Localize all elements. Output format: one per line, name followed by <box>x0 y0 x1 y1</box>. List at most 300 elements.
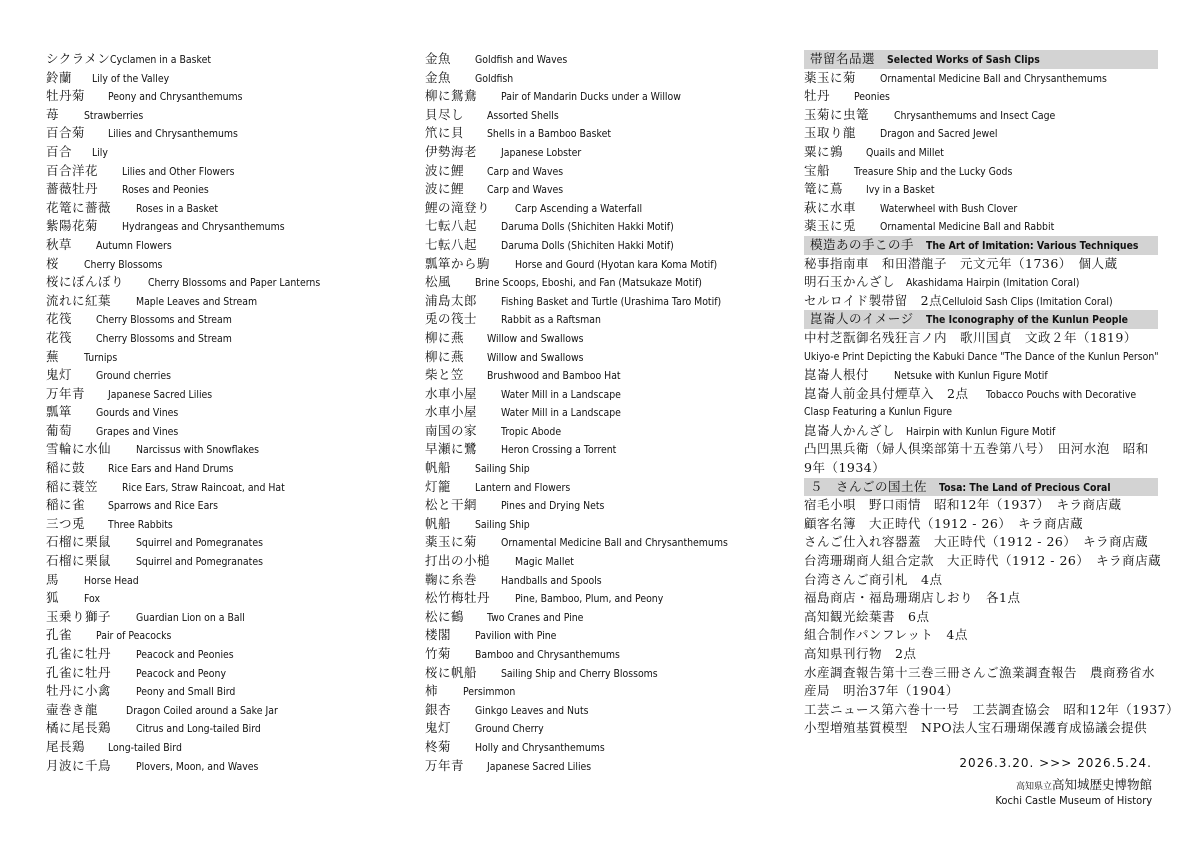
list-item <box>46 571 406 590</box>
section-title-en: The Iconography of the Kunlun People <box>925 314 1128 327</box>
list-item <box>425 757 795 776</box>
item-name-ja: 波に鯉 <box>425 181 465 197</box>
item-name-en: Hairpin with Kunlun Figure Motif <box>906 425 1056 438</box>
item-name-ja: 帆船 <box>425 515 452 531</box>
item-name-en: Ground cherries <box>96 370 171 383</box>
item-name-en: Treasure Ship and the Lucky Gods <box>854 165 1013 178</box>
section-title-ja: 帯留名品選 <box>810 51 876 66</box>
item-name-ja: 柳に鴛鴦 <box>425 88 478 104</box>
item-name-ja: 組合制作パンフレット 4点 <box>804 627 968 643</box>
item-name-en: Brine Scoops, Eboshi, and Fan (Matsukaze Motif) <box>475 277 702 290</box>
item-name-ja: 南国の家 <box>425 422 478 438</box>
item-name-en: Akashidama Hairpin (Imitation Coral) <box>906 277 1080 290</box>
list-item <box>425 571 795 590</box>
item-name-ja: 崑崙人根付 <box>804 367 870 383</box>
list-item <box>425 738 795 757</box>
item-name-ja: 馬 <box>46 571 60 587</box>
list-item <box>425 608 795 627</box>
list-item <box>425 719 795 738</box>
item-name-ja: 波に鯉 <box>425 162 465 178</box>
item-name-en: Cyclamen in a Basket <box>110 54 212 66</box>
list-item <box>425 255 795 274</box>
item-name-en: Three Rabbits <box>108 518 173 531</box>
item-name-ja: 水車小屋 <box>425 385 478 401</box>
item-name-ja: 9年（1934） <box>804 460 886 476</box>
list-item <box>425 366 795 385</box>
list-item <box>804 69 1158 88</box>
list-item <box>46 106 406 125</box>
item-name-ja: 孔雀に牡丹 <box>46 664 112 680</box>
item-name-en: Roses in a Basket <box>136 202 218 215</box>
item-name-ja: 台湾珊瑚商人組合定款 大正時代（1912 - 26） キラ商店蔵 <box>804 553 1162 569</box>
list-column-3 <box>804 50 1180 738</box>
list-item <box>804 273 1158 292</box>
list-item <box>46 682 406 701</box>
list-item <box>425 69 795 88</box>
exhibition-dates: 2026.3.20. >>> 2026.5.24. <box>959 756 1152 770</box>
item-name-en: Sailing Ship and Cherry Blossoms <box>501 667 658 680</box>
item-name-ja: 鈴蘭 <box>46 69 73 85</box>
item-name-ja: 顧客名簿 大正時代（1912 - 26） キラ商店蔵 <box>804 515 1084 531</box>
item-name-en: Tropic Abode <box>501 425 562 438</box>
list-item <box>46 199 406 218</box>
list-item <box>46 701 406 720</box>
list-item <box>425 682 795 701</box>
list-item <box>46 236 406 255</box>
list-item <box>804 255 1158 274</box>
item-name-ja: 狐 <box>46 590 60 606</box>
item-name-en: Willow and Swallows <box>487 351 584 364</box>
section-title-ja: 模造あの手この手 <box>810 236 915 252</box>
list-item <box>425 106 795 125</box>
item-name-ja: 兎の筏士 <box>425 311 478 327</box>
item-name-ja: 銀杏 <box>425 701 452 717</box>
item-name-en: Two Cranes and Pine <box>487 611 584 624</box>
list-item <box>425 589 795 608</box>
item-name-ja: 百合 <box>46 143 73 159</box>
item-name-ja: 石榴に栗鼠 <box>46 553 112 569</box>
list-item <box>804 217 1158 236</box>
list-item <box>804 124 1158 143</box>
list-item <box>804 645 1158 664</box>
item-name-en: Goldfish <box>475 72 514 85</box>
item-name-ja: 玉乗り獅子 <box>46 608 112 624</box>
item-name-en: Willow and Swallows <box>487 332 584 345</box>
list-item <box>46 626 406 645</box>
item-name-ja: さんご仕入れ容器蓋 大正時代（1912 - 26） キラ商店蔵 <box>804 534 1149 550</box>
list-item <box>804 162 1158 181</box>
item-name-ja: 柴と笠 <box>425 367 465 383</box>
item-name-ja: 中村芝翫御名残狂言ノ内 歌川国貞 文政２年（1819） <box>804 329 1137 345</box>
item-name-ja: 台湾さんご商引札 4点 <box>804 571 943 587</box>
item-name-ja: 篭に蔦 <box>804 181 844 197</box>
item-name-ja: 松風 <box>425 274 452 290</box>
list-item <box>804 199 1158 218</box>
item-name-en: Sailing Ship <box>475 518 530 531</box>
item-name-ja: 薬玉に兎 <box>804 218 857 234</box>
list-item <box>425 626 795 645</box>
list-item <box>46 645 406 664</box>
list-item <box>425 162 795 181</box>
item-name-en: Pair of Peacocks <box>96 630 172 643</box>
list-item <box>804 87 1158 106</box>
list-item <box>46 180 406 199</box>
list-item <box>804 459 1158 478</box>
item-name-en: Squirrel and Pomegranates <box>136 556 263 569</box>
list-item <box>46 310 406 329</box>
item-name-en: Japanese Sacred Lilies <box>108 388 213 401</box>
list-item <box>46 608 406 627</box>
list-item <box>425 515 795 534</box>
list-item <box>425 217 795 236</box>
list-item <box>46 329 406 348</box>
item-name-ja: 稲に雀 <box>46 497 86 513</box>
item-name-ja: 苺 <box>46 106 60 122</box>
item-name-ja: 薬玉に菊 <box>425 534 478 550</box>
item-name-ja: 粟に鶉 <box>804 143 844 159</box>
item-name-ja: 松に鶴 <box>425 608 465 624</box>
section-title-en: Tosa: The Land of Precious Coral <box>939 481 1111 494</box>
item-name-ja: 三つ兎 <box>46 515 86 531</box>
item-name-en: Lilies and Chrysanthemums <box>108 128 238 141</box>
item-name-en: Grapes and Vines <box>96 425 179 438</box>
item-name-ja: 牡丹に小禽 <box>46 683 112 699</box>
item-name-en: Heron Crossing a Torrent <box>501 444 617 457</box>
list-item <box>46 552 406 571</box>
item-name-en: Japanese Sacred Lilies <box>487 760 592 773</box>
item-name-ja: 石榴に栗鼠 <box>46 534 112 550</box>
section-heading <box>804 310 1158 329</box>
item-name-en: Guardian Lion on a Ball <box>136 611 245 624</box>
list-item <box>804 496 1158 515</box>
item-name-en: Goldfish and Waves <box>475 54 568 66</box>
list-item <box>46 143 406 162</box>
list-item <box>46 69 406 88</box>
item-name-en: Cherry Blossoms <box>84 258 163 271</box>
item-name-en: Sailing Ship <box>475 463 530 476</box>
list-item <box>46 589 406 608</box>
item-name-en: Netsuke with Kunlun Figure Motif <box>894 370 1048 383</box>
list-item <box>425 329 795 348</box>
item-name-en: Ground Cherry <box>475 723 544 736</box>
list-item <box>425 310 795 329</box>
list-item <box>46 757 406 776</box>
item-name-en: Brushwood and Bamboo Hat <box>487 370 621 383</box>
item-name-en: Daruma Dolls (Shichiten Hakki Motif) <box>501 239 674 252</box>
item-name-en: Lilies and Other Flowers <box>122 165 235 178</box>
list-item <box>46 87 406 106</box>
item-name-ja: 工芸ニュース第六巻十一号 工芸調査協会 昭和12年（1937） <box>804 701 1180 717</box>
section-heading <box>804 50 1158 69</box>
item-name-en: Cherry Blossoms and Stream <box>96 332 232 345</box>
item-name-ja: 貝尽し <box>425 106 465 122</box>
list-item <box>425 385 795 404</box>
item-name-en: Cherry Blossoms and Paper Lanterns <box>148 277 321 290</box>
list-item <box>46 533 406 552</box>
item-name-en: Fishing Basket and Turtle (Urashima Taro Motif) <box>501 295 722 308</box>
museum-name-en: Kochi Castle Museum of History <box>995 794 1152 807</box>
list-item <box>804 106 1158 125</box>
list-item <box>46 348 406 367</box>
museum-name-ja <box>1016 775 1152 793</box>
item-name-ja: 秋草 <box>46 236 73 252</box>
item-name-ja: 崑崙人かんざし <box>804 422 896 438</box>
item-name-ja: 鬼灯 <box>425 720 452 736</box>
item-name-ja: 打出の小槌 <box>425 553 491 569</box>
list-item <box>46 719 406 738</box>
list-item <box>46 217 406 236</box>
list-item <box>804 626 1158 645</box>
list-item <box>425 273 795 292</box>
item-name-ja: 金魚 <box>425 69 452 85</box>
item-name-ja: 崑崙人前金具付煙草入 2点 <box>804 385 969 401</box>
list-item <box>46 124 406 143</box>
item-name-ja: 笊に貝 <box>425 125 465 141</box>
list-item <box>804 719 1158 738</box>
item-name-ja: 高知観光絵葉書 6点 <box>804 608 930 624</box>
section-heading <box>804 478 1158 497</box>
list-item <box>425 422 795 441</box>
item-name-ja: 稲に蓑笠 <box>46 478 99 494</box>
item-name-en: Assorted Shells <box>487 109 559 122</box>
list-item <box>425 645 795 664</box>
item-name-ja: 柳に燕 <box>425 348 465 364</box>
list-item <box>425 143 795 162</box>
list-item <box>804 552 1162 571</box>
list-item <box>46 366 406 385</box>
item-name-ja: 万年青 <box>425 757 465 773</box>
item-name-ja: 尾長鶏 <box>46 738 86 754</box>
list-item <box>804 143 1158 162</box>
item-name-ja: 紫陽花菊 <box>46 218 99 234</box>
list-item <box>425 50 795 69</box>
item-name-ja: 七転八起 <box>425 218 478 234</box>
item-name-ja: 松と干網 <box>425 497 478 513</box>
list-item <box>804 403 1158 422</box>
item-name-ja: 万年青 <box>46 385 86 401</box>
item-name-ja: 水産調査報告第十三巻三冊さんご漁業調査報告 農商務省水 <box>804 664 1156 680</box>
item-name-en: Quails and Millet <box>866 146 944 159</box>
item-name-ja: 凸凹黒兵衛（婦人倶楽部第十五巻第八号） 田河水泡 昭和 <box>804 441 1149 457</box>
item-name-ja: 宿毛小唄 野口雨情 昭和12年（1937） キラ商店蔵 <box>804 497 1122 513</box>
item-name-en: Turnips <box>84 351 118 364</box>
item-name-en: Ivy in a Basket <box>866 184 935 197</box>
list-item <box>46 385 406 404</box>
item-name-en: Gourds and Vines <box>96 407 179 420</box>
list-column-2 <box>425 50 795 775</box>
item-name-ja: 鯉の滝登り <box>425 199 491 215</box>
item-name-ja: 鞠に糸巻 <box>425 571 478 587</box>
list-item <box>425 701 795 720</box>
list-item <box>425 533 795 552</box>
item-name-ja: 七転八起 <box>425 236 478 252</box>
item-name-ja: 福島商店・福島珊瑚店しおり 各1点 <box>804 590 1021 606</box>
list-item <box>46 255 406 274</box>
list-item <box>425 496 795 515</box>
item-name-ja: 薬玉に菊 <box>804 69 857 85</box>
list-item <box>804 571 1158 590</box>
item-name-en: Holly and Chrysanthemums <box>475 741 605 754</box>
item-name-ja: 高知県刊行物 2点 <box>804 646 917 661</box>
item-name-ja: 浦島太郎 <box>425 292 478 308</box>
list-item <box>425 199 795 218</box>
item-name-ja: 楼閣 <box>425 627 452 643</box>
item-name-en: Pine, Bamboo, Plum, and Peony <box>515 593 664 606</box>
item-name-en: Peacock and Peonies <box>136 649 234 661</box>
item-name-ja: 葡萄 <box>46 422 73 438</box>
item-name-en: Dragon and Sacred Jewel <box>880 128 998 141</box>
item-name-en: Japanese Lobster <box>501 146 582 159</box>
list-item <box>804 701 1180 720</box>
list-item <box>46 403 406 422</box>
item-name-ja: 柊菊 <box>425 738 452 754</box>
item-name-ja: 百合菊 <box>46 125 86 141</box>
list-item <box>804 515 1158 534</box>
item-name-en: Peony and Small Bird <box>136 686 236 699</box>
item-name-en: Tobacco Pouchs with Decorative <box>986 388 1137 401</box>
list-item <box>46 422 406 441</box>
list-item <box>46 478 406 497</box>
list-item <box>46 292 406 311</box>
list-item <box>46 440 406 459</box>
item-name-ja: 花篭に薔薇 <box>46 199 112 215</box>
list-item <box>46 50 406 69</box>
list-item <box>425 124 795 143</box>
list-item <box>804 664 1158 683</box>
item-name-ja: 宝船 <box>804 162 831 178</box>
list-item <box>804 385 1158 404</box>
item-name-ja: 蕪 <box>46 348 60 364</box>
item-name-en: Persimmon <box>463 686 516 699</box>
item-name-en: Water Mill in a Landscape <box>501 407 621 420</box>
item-name-ja: 月波に千鳥 <box>46 757 112 773</box>
item-name-en: Peacock and Peony <box>136 667 226 680</box>
item-name-en: Pavilion with Pine <box>475 630 557 643</box>
item-name-ja: 松竹梅牡丹 <box>425 590 491 606</box>
item-name-ja: 鬼灯 <box>46 367 73 383</box>
item-name-ja: 萩に水車 <box>804 199 857 215</box>
item-name-en: Long-tailed Bird <box>108 741 182 754</box>
item-name-en: Clasp Featuring a Kunlun Figure <box>804 406 953 419</box>
item-name-en: Daruma Dolls (Shichiten Hakki Motif) <box>501 221 674 234</box>
item-name-en: Rice Ears, Straw Raincoat, and Hat <box>122 481 285 494</box>
item-name-en: Roses and Peonies <box>122 184 209 197</box>
item-name-ja: 花筏 <box>46 311 73 327</box>
list-item <box>804 440 1158 459</box>
list-item <box>425 403 795 422</box>
item-name-en: Citrus and Long-tailed Bird <box>136 723 261 736</box>
item-name-ja: 花筏 <box>46 329 73 345</box>
list-item <box>425 440 795 459</box>
section-heading <box>804 236 1158 255</box>
museum-name: 高知城歴史博物館 <box>1051 777 1152 792</box>
item-name-en: Handballs and Spools <box>501 574 602 587</box>
list-item <box>425 87 795 106</box>
item-name-en: Bamboo and Chrysanthemums <box>475 649 620 661</box>
item-name-ja: 柳に燕 <box>425 329 465 345</box>
item-name-ja: 金魚 <box>425 51 452 66</box>
item-name-en: Lily <box>92 146 108 159</box>
item-name-en: Fox <box>84 593 101 606</box>
item-name-ja: 百合洋花 <box>46 162 99 178</box>
item-name-en: Autumn Flowers <box>96 239 172 252</box>
item-name-en: Celluloid Sash Clips (Imitation Coral) <box>942 295 1113 308</box>
list-item <box>804 366 1158 385</box>
item-name-en: Carp Ascending a Waterfall <box>515 202 643 215</box>
section-title-ja: 崑崙人のイメージ <box>810 311 914 327</box>
item-name-ja: 牡丹菊 <box>46 88 86 104</box>
list-item <box>804 682 1158 701</box>
item-name-ja: シクラメン <box>46 51 111 66</box>
item-name-ja: 伊勢海老 <box>425 143 478 159</box>
list-item <box>46 162 406 181</box>
list-item <box>46 664 406 683</box>
item-name-en: Ornamental Medicine Ball and Rabbit <box>880 221 1055 234</box>
item-name-ja: 玉取り龍 <box>804 125 857 141</box>
list-item <box>425 348 795 367</box>
item-name-ja: 雪輪に水仙 <box>46 441 112 457</box>
list-item <box>804 589 1158 608</box>
list-item <box>425 664 795 683</box>
item-name-ja: 明石玉かんざし <box>804 274 896 290</box>
item-name-en: Carp and Waves <box>487 184 564 197</box>
item-name-en: Strawberries <box>84 109 144 122</box>
item-name-en: Hydrangeas and Chrysanthemums <box>122 221 285 234</box>
item-name-en: Maple Leaves and Stream <box>136 295 258 308</box>
item-name-ja: 壷巻き龍 <box>46 701 99 717</box>
item-name-ja: 桜にぼんぼり <box>46 274 125 290</box>
item-name-en: Water Mill in a Landscape <box>501 388 621 401</box>
list-item <box>804 608 1158 627</box>
item-name-ja: 小型増殖基質模型 NPO法人宝石珊瑚保護育成協議会提供 <box>804 720 1148 736</box>
item-name-en: Squirrel and Pomegranates <box>136 537 263 550</box>
item-name-ja: 秘事指南車 和田潜龍子 元文元年（1736） 個人蔵 <box>804 255 1118 271</box>
list-item <box>804 422 1158 441</box>
list-item <box>46 459 406 478</box>
item-name-ja: 流れに紅葉 <box>46 292 112 308</box>
item-name-en: Magic Mallet <box>515 556 574 569</box>
item-name-en: Chrysanthemums and Insect Cage <box>894 109 1056 122</box>
item-name-ja: 瓢箪から駒 <box>425 255 491 271</box>
item-name-ja: 稲に鼓 <box>46 460 86 476</box>
item-name-ja: 玉菊に虫篭 <box>804 106 870 122</box>
item-name-en: Dragon Coiled around a Sake Jar <box>126 704 278 717</box>
list-column-1 <box>46 50 406 775</box>
item-name-en: Narcissus with Snowflakes <box>136 444 260 457</box>
list-item <box>425 180 795 199</box>
list-item <box>804 329 1158 348</box>
item-name-en: Carp and Waves <box>487 165 564 178</box>
item-name-ja: 水車小屋 <box>425 404 478 420</box>
list-item <box>425 459 795 478</box>
item-name-ja: 産局 明治37年（1904） <box>804 683 959 699</box>
item-name-ja: 橘に尾長鶏 <box>46 720 112 736</box>
item-name-en: Lily of the Valley <box>92 72 170 85</box>
item-name-ja: 灯籠 <box>425 478 452 494</box>
item-name-ja: セルロイド製帯留 2点 <box>804 292 943 308</box>
item-name-en: Pines and Drying Nets <box>501 500 605 513</box>
item-name-ja: 孔雀 <box>46 627 73 643</box>
item-name-ja: 瓢箪 <box>46 404 73 420</box>
list-item <box>46 515 406 534</box>
item-name-ja: 早瀬に鷺 <box>425 441 478 457</box>
item-name-en: Ornamental Medicine Ball and Chrysanthemums <box>880 72 1107 85</box>
list-item <box>425 552 795 571</box>
item-name-ja: 桜に帆船 <box>425 664 478 680</box>
list-item <box>46 496 406 515</box>
item-name-en: Cherry Blossoms and Stream <box>96 314 232 327</box>
section-title-ja: ５ さんごの国土佐 <box>810 478 928 494</box>
